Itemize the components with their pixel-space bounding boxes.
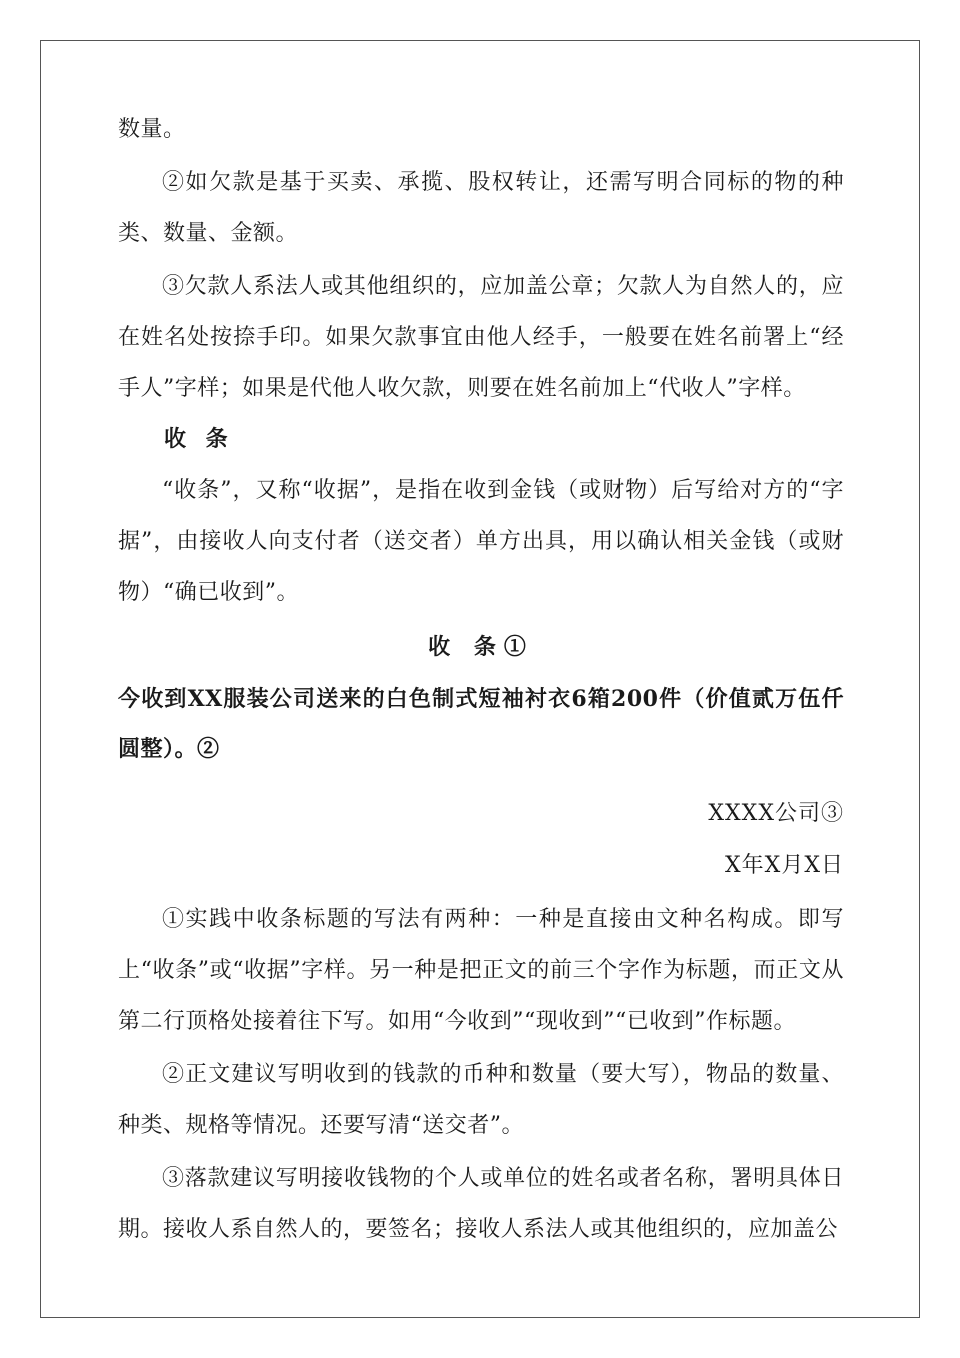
footnote-2: ②正文建议写明收到的钱款的币种和数量（要大写），物品的数量、种类、规格等情况。还要写清“送交者”。 xyxy=(118,1062,844,1138)
document-body xyxy=(118,104,844,1255)
receipt-title: 收 条① xyxy=(428,634,534,660)
receipt-body: 今收到XX服装公司送来的白色制式短袖衬衣6箱200件（价值贰万伍仟圆整）。② xyxy=(118,686,844,762)
paragraph-note-3: ③欠款人系法人或其他组织的，应加盖公章；欠款人为自然人的，应在姓名处按捺手印。如果欠款事宜由他人经手，一般要在姓名前署上“经手人”字样；如果是代他人收欠款，则要在姓名前加上“代收人”字样。 xyxy=(118,274,844,401)
footnote-3: ③落款建议写明接收钱物的个人或单位的姓名或者名称，署明具体日期。接收人系自然人的，要签名；接收人系法人或其他组织的，应加盖公 xyxy=(118,1166,844,1242)
section-intro: “收条”，又称“收据”，是指在收到金钱（或财物）后写给对方的“字据”，由接收人向支付者（送交者）单方出具，用以确认相关金钱（或财物）“确已收到”。 xyxy=(118,478,844,605)
receipt-date: X年X月X日 xyxy=(725,853,844,878)
section-heading: 收 条 xyxy=(164,426,234,452)
receipt-signer: XXXX公司③ xyxy=(708,801,844,826)
paragraph-note-2: ②如欠款是基于买卖、承揽、股权转让，还需写明合同标的物的种类、数量、金额。 xyxy=(118,170,844,246)
paragraph-continuation: 数量。 xyxy=(118,117,186,142)
footnote-1: ①实践中收条标题的写法有两种：一种是直接由文种名构成。即写上“收条”或“收据”字样。另一种是把正文的前三个字作为标题，而正文从第二行顶格处接着往下写。如用“今收到”“现收到”“已收到”作标题。 xyxy=(118,907,844,1034)
